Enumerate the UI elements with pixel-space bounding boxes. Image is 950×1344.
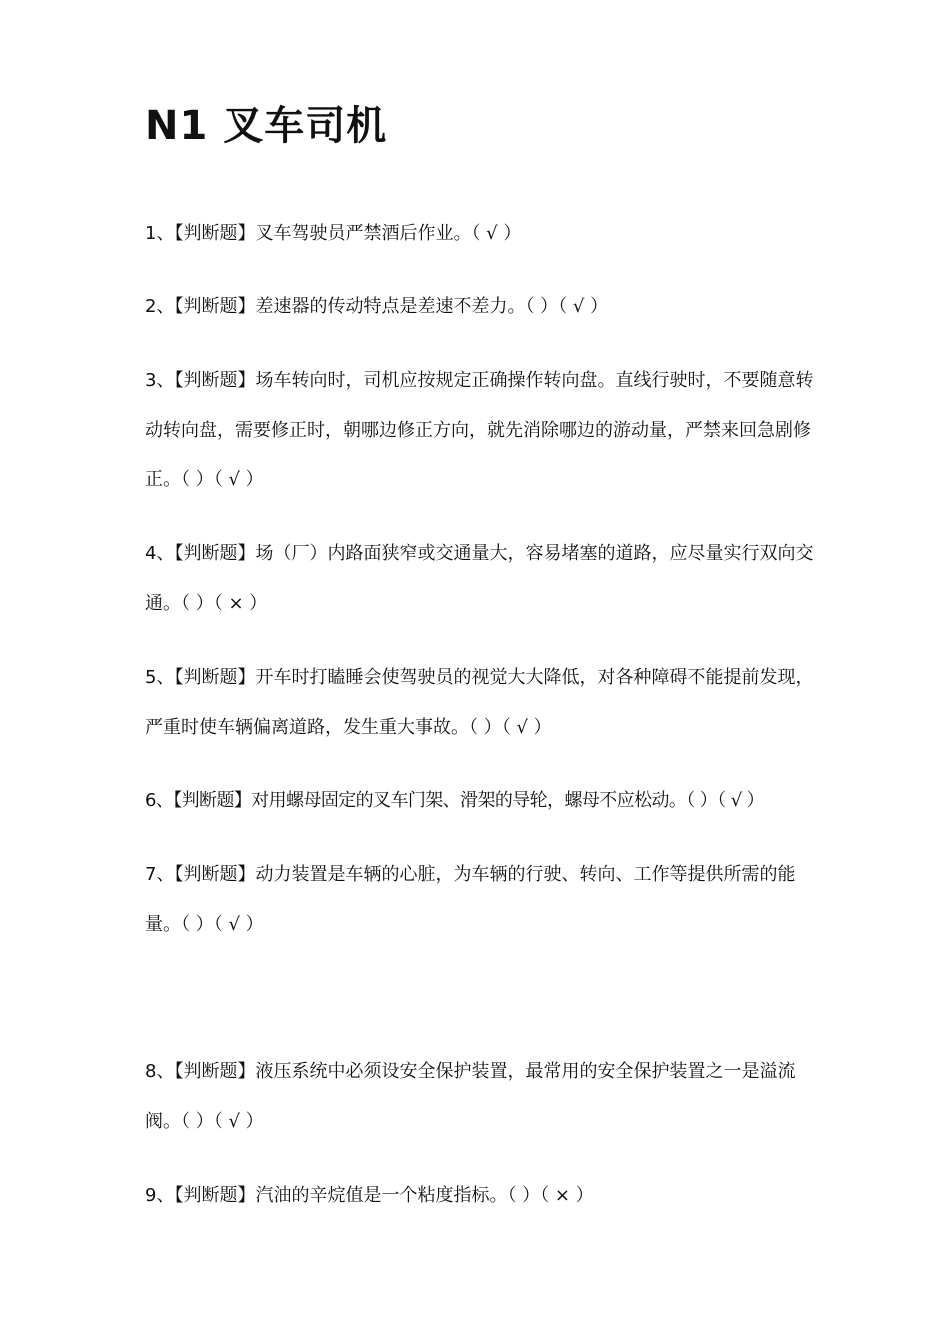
question-2: 2、【判断题】差速器的传动特点是差速不差力。（ ）（ √ ） [145,296,609,317]
question-4: 4、【判断题】场（厂）内路面狭窄或交通量大，容易堵塞的道路，应尽量实行双向交通。（ ）（ × ） [145,543,814,614]
question-5: 5、【判断题】开车时打瞌睡会使驾驶员的视觉大大降低，对各种障碍不能提前发现，严重时使车辆偏离道路，发生重大事故。（ ）（ √ ） [145,667,814,738]
page-title: N1 叉车司机 [145,103,388,149]
question-8: 8、【判断题】液压系统中必须设安全保护装置，最常用的安全保护装置之一是溢流阀。（ ）（ √ ） [145,1061,796,1132]
question-3: 3、【判断题】场车转向时，司机应按规定正确操作转向盘。直线行驶时，不要随意转动转向盘，需要修正时，朝哪边修正方向，就先消除哪边的游动量，严禁来回急剧修正。（ ）（ √ ） [145,370,814,490]
question-9: 9、【判断题】汽油的辛烷值是一个粘度指标。（ ）（ × ） [145,1185,594,1206]
question-7: 7、【判断题】动力装置是车辆的心脏，为车辆的行驶、转向、工作等提供所需的能量。（ ）（ √ ） [145,864,796,935]
question-1: 1、【判断题】叉车驾驶员严禁酒后作业。（ √ ） [145,223,522,244]
question-6: 6、【判断题】对用螺母固定的叉车门架、滑架的导轮，螺母不应松动。（ ）（ √ ） [145,790,765,811]
